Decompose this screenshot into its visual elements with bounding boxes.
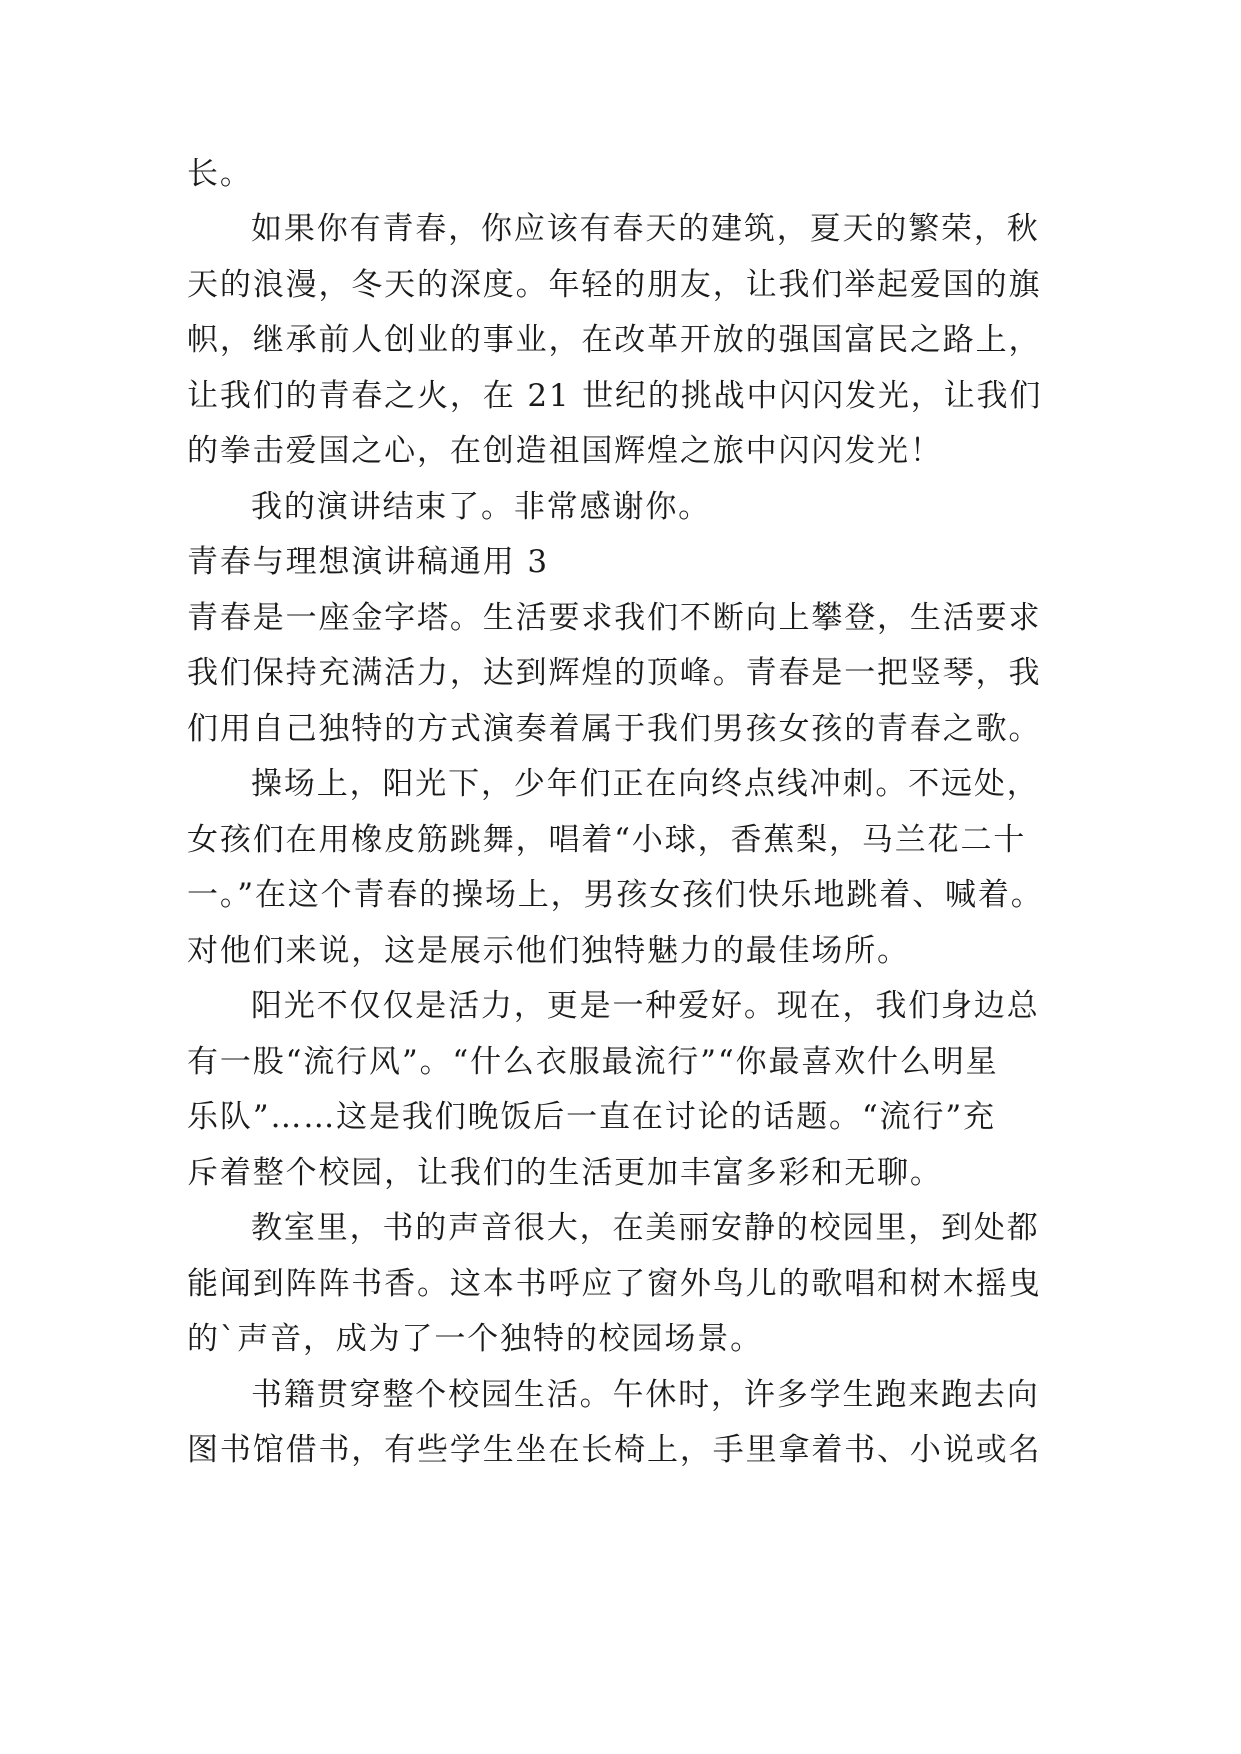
paragraph-first-line: 操场上，阳光下，少年们正在向终点线冲刺。不远处， [251,766,1040,802]
text-line: 对他们来说，这是展示他们独特魅力的最佳场所。 [187,933,910,969]
text-line: 有一股“流行风”。“什么衣服最流行”“你最喜欢什么明星 [187,1044,999,1080]
paragraph-first-line: 如果你有青春，你应该有春天的建筑，夏天的繁荣，秋 [251,211,1040,247]
text-line: 青春是一座金字塔。生活要求我们不断向上攀登，生活要求 [187,600,1042,636]
text-line: 一。”在这个青春的操场上，男孩女孩们快乐地跳着、喊着。 [187,877,1044,913]
paragraph-first-line: 阳光不仅仅是活力，更是一种爱好。现在，我们身边总 [251,988,1040,1024]
section-heading: 青春与理想演讲稿通用 3 [187,544,549,580]
text-line: 长。 [187,156,253,192]
paragraph-first-line: 书籍贯穿整个校园生活。午休时，许多学生跑来跑去向 [251,1377,1040,1413]
text-line: 们用自己独特的方式演奏着属于我们男孩女孩的青春之歌。 [187,711,1042,747]
paragraph-first-line: 我的演讲结束了。非常感谢你。 [251,489,712,525]
text-line: 斥着整个校园，让我们的生活更加丰富多彩和无聊。 [187,1155,943,1191]
text-line: 的`声音，成为了一个独特的校园场景。 [187,1321,763,1357]
text-line: 让我们的青春之火，在 21 世纪的挑战中闪闪发光，让我们 [187,378,1043,414]
paragraph-first-line: 教室里，书的声音很大，在美丽安静的校园里，到处都 [251,1210,1040,1246]
text-line: 我们保持充满活力，达到辉煌的顶峰。青春是一把竖琴，我 [187,655,1042,691]
text-line: 能闻到阵阵书香。这本书呼应了窗外鸟儿的歌唱和树木摇曳 [187,1266,1042,1302]
text-line: 帜，继承前人创业的事业，在改革开放的强国富民之路上， [187,322,1042,358]
text-line: 天的浪漫，冬天的深度。年轻的朋友，让我们举起爱国的旗 [187,267,1042,303]
text-line: 图书馆借书，有些学生坐在长椅上，手里拿着书、小说或名 [187,1432,1042,1468]
text-line: 的拳击爱国之心，在创造祖国辉煌之旅中闪闪发光！ [187,433,943,469]
text-line: 乐队”……这是我们晚饭后一直在讨论的话题。“流行”充 [187,1099,996,1135]
text-line: 女孩们在用橡皮筋跳舞，唱着“小球，香蕉梨，马兰花二十 [187,822,1027,858]
